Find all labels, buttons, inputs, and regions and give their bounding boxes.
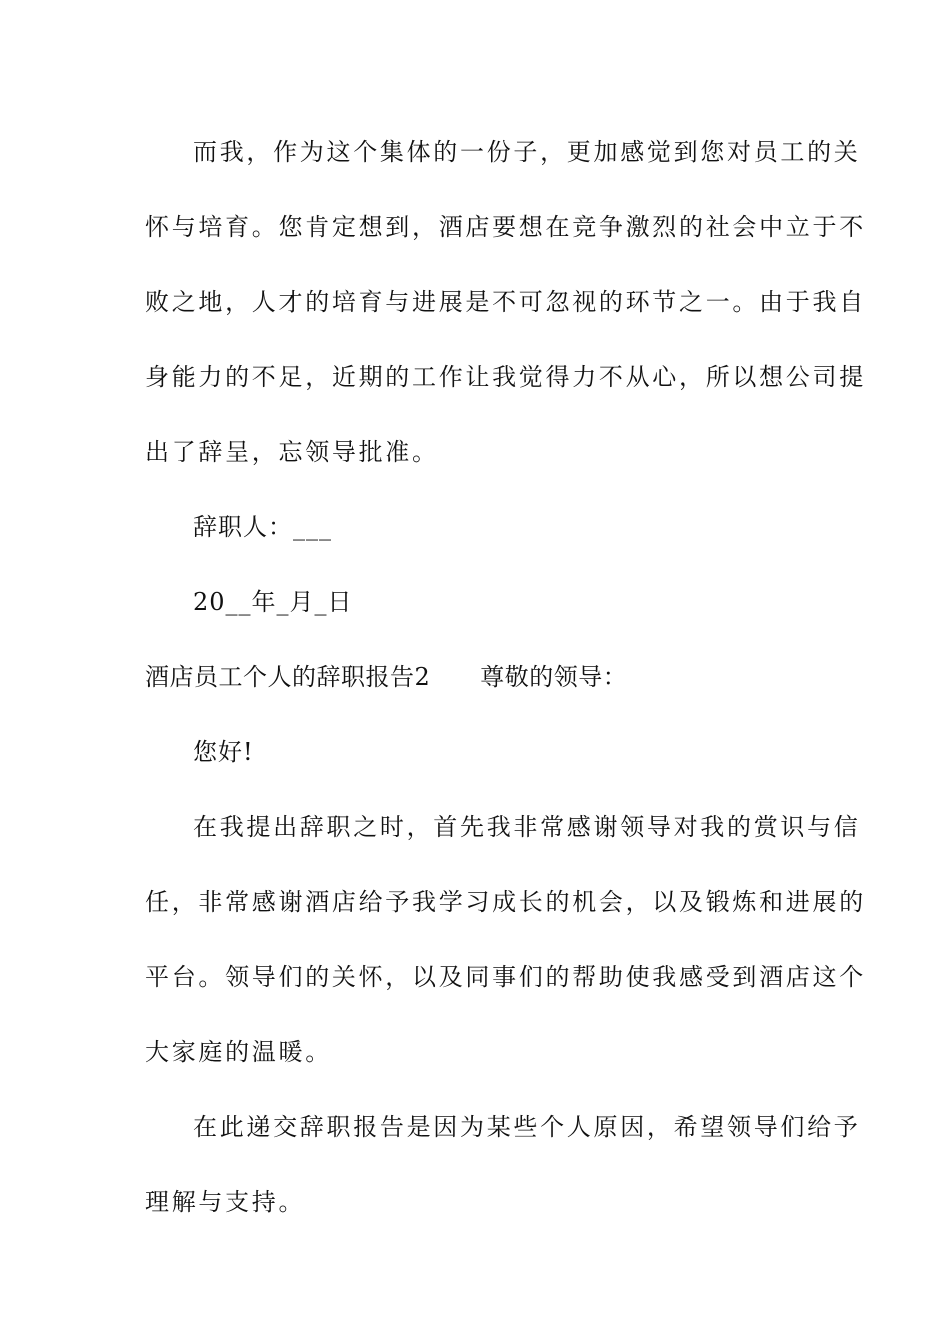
paragraph-1-line-4: 身能力的不足，近期的工作让我觉得力不从心，所以想公司提 [145,363,866,391]
signature-line: 辞职人：___ [193,513,332,541]
date-line: 20__年_月_日 [193,588,353,616]
salutation: 尊敬的领导： [480,663,628,691]
paragraph-1-line-1: 而我，作为这个集体的一份子，更加感觉到您对员工的关 [193,138,861,166]
paragraph-3-line-2: 理解与支持。 [145,1188,306,1216]
paragraph-1-line-2: 怀与培育。您肯定想到，酒店要想在竞争激烈的社会中立于不 [145,213,866,241]
greeting: 您好! [193,738,254,766]
paragraph-2-line-1: 在我提出辞职之时，首先我非常感谢领导对我的赏识与信 [193,813,861,841]
paragraph-1-line-5: 出了辞呈，忘领导批准。 [145,438,439,466]
paragraph-2-line-3: 平台。领导们的关怀，以及同事们的帮助使我感受到酒店这个 [145,963,866,991]
paragraph-1-line-3: 败之地，人才的培育与进展是不可忽视的环节之一。由于我自 [145,288,866,316]
paragraph-2-line-4: 大家庭的温暖。 [145,1038,332,1066]
paragraph-3-line-1: 在此递交辞职报告是因为某些个人原因，希望领导们给予 [193,1113,861,1141]
section-title: 酒店员工个人的辞职报告2 [145,663,431,691]
section-title-row [145,661,805,693]
paragraph-2-line-2: 任，非常感谢酒店给予我学习成长的机会，以及锻炼和进展的 [145,888,866,916]
